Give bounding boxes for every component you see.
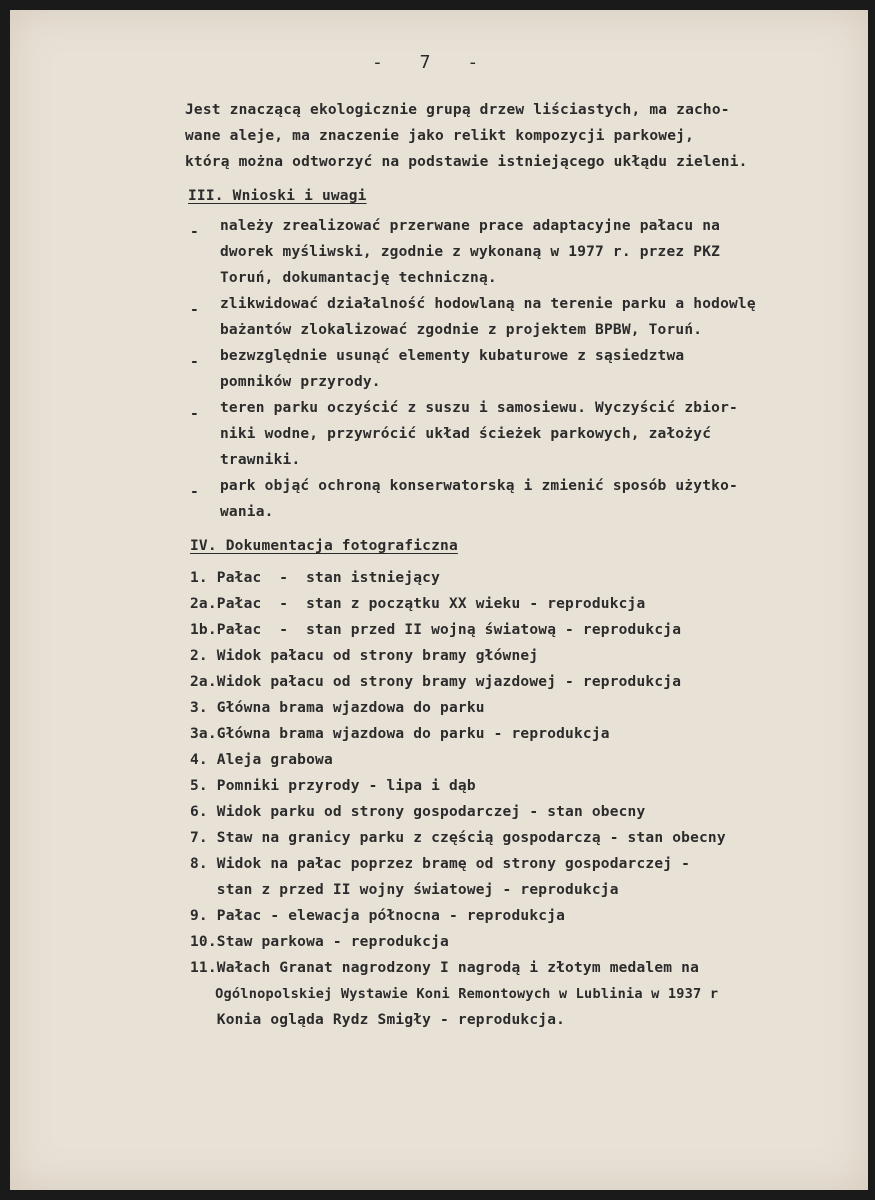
conclusion-line: należy zrealizować przerwane prace adaptacyjne pałacu na	[220, 218, 721, 234]
section-heading-photo-documentation: IV. Dokumentacja fotograficzna	[190, 538, 458, 554]
conclusion-line: dworek myśliwski, zgodnie z wykonaną w 1977 r. przez PKZ	[220, 244, 721, 260]
photo-list-item: 4. Aleja grabowa	[190, 752, 333, 768]
conclusion-line: wania.	[220, 504, 274, 520]
intro-line: wane aleje, ma znaczenie jako relikt kompozycji parkowej,	[185, 128, 694, 144]
typewritten-page	[10, 10, 868, 1190]
photo-list-item: 3a.Główna brama wjazdowa do parku - reprodukcja	[190, 726, 610, 742]
photo-list-item: 7. Staw na granicy parku z częścią gospodarczą - stan obecny	[190, 830, 726, 846]
bullet-dash: -	[190, 484, 199, 500]
photo-list-item: stan z przed II wojny światowej - reprodukcja	[190, 882, 619, 898]
conclusion-line: zlikwidować działalność hodowlaną na terenie parku a hodowlę	[220, 296, 756, 312]
section-heading-conclusions: III. Wnioski i uwagi	[188, 188, 367, 204]
photo-list-item: Konia ogląda Rydz Smigły - reprodukcja.	[190, 1012, 566, 1028]
intro-line: którą można odtworzyć na podstawie istniejącego ukłądu zieleni.	[185, 154, 748, 170]
photo-list-item: 9. Pałac - elewacja północna - reprodukcja	[190, 908, 566, 924]
photo-list-item: 11.Wałach Granat nagrodzony I nagrodą i złotym medalem na	[190, 960, 699, 976]
photo-list-item: Ogólnopolskiej Wystawie Koni Remontowych w Lublinia w 1937 r	[190, 986, 719, 1002]
conclusion-line: pomników przyrody.	[220, 374, 381, 390]
conclusion-line: bażantów zlokalizować zgodnie z projektem BPBW, Toruń.	[220, 322, 703, 338]
photo-list-item: 8. Widok na pałac poprzez bramę od strony gospodarczej -	[190, 856, 691, 872]
conclusion-line: bezwzględnie usunąć elementy kubaturowe z sąsiedztwa	[220, 348, 685, 364]
bullet-dash: -	[190, 302, 199, 318]
photo-list-item: 2a.Widok pałacu od strony bramy wjazdowej - reprodukcja	[190, 674, 682, 690]
bullet-dash: -	[190, 224, 199, 240]
conclusion-line: Toruń, dokumantację techniczną.	[220, 270, 497, 286]
photo-list-item: 1b.Pałac - stan przed II wojną światową - reprodukcja	[190, 622, 682, 638]
photo-list-item: 6. Widok parku od strony gospodarczej - stan obecny	[190, 804, 646, 820]
bullet-dash: -	[190, 406, 199, 422]
photo-list-item: 2a.Pałac - stan z początku XX wieku - reprodukcja	[190, 596, 646, 612]
photo-list-item: 3. Główna brama wjazdowa do parku	[190, 700, 485, 716]
bullet-dash: -	[190, 354, 199, 370]
conclusion-line: park objąć ochroną konserwatorską i zmienić sposób użytko-	[220, 478, 738, 494]
page-number: - 7 -	[372, 52, 481, 73]
conclusion-line: niki wodne, przywrócić układ ścieżek parkowych, założyć	[220, 426, 712, 442]
intro-line: Jest znaczącą ekologicznie grupą drzew liściastych, ma zacho-	[185, 102, 730, 118]
conclusion-line: teren parku oczyścić z suszu i samosiewu. Wyczyścić zbior-	[220, 400, 738, 416]
photo-list-item: 10.Staw parkowa - reprodukcja	[190, 934, 449, 950]
conclusion-line: trawniki.	[220, 452, 301, 468]
photo-list-item: 2. Widok pałacu od strony bramy głównej	[190, 648, 539, 664]
photo-list-item: 5. Pomniki przyrody - lipa i dąb	[190, 778, 476, 794]
photo-list-item: 1. Pałac - stan istniejący	[190, 570, 441, 586]
